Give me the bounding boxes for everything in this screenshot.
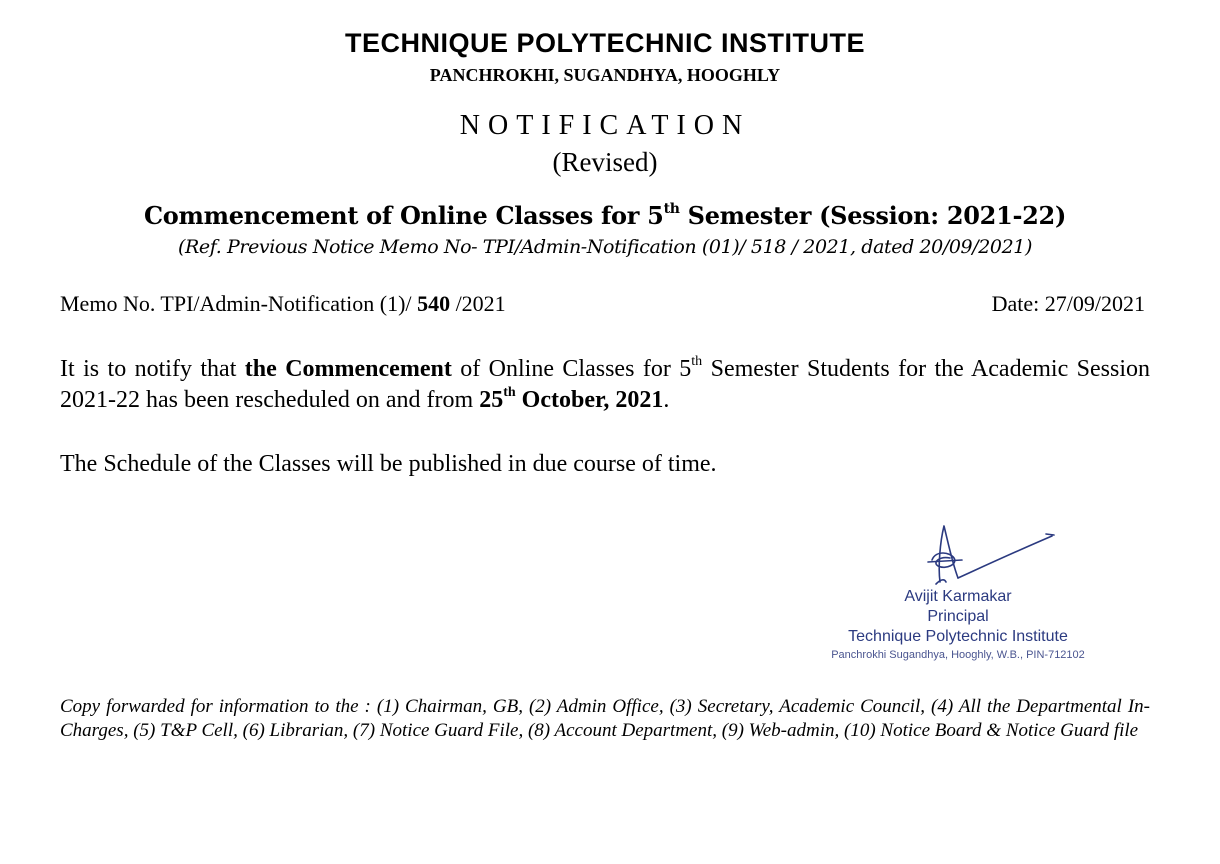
institute-name: TECHNIQUE POLYTECHNIC INSTITUTE [344,28,866,58]
signatory-title: Principal [927,608,989,625]
para1-text-g: . [663,387,670,413]
para1-bold-commencement: the Commencement [244,356,452,382]
para1-bold-date-rest: October, 2021 [515,387,664,413]
memo-prefix: Memo No. TPI/Admin-Notification (1)/ [60,291,418,316]
signatory-institute: Technique Polytechnic Institute [848,628,1068,645]
institute-address: PANCHROKHI, SUGANDHYA, HOOGHLY [429,65,781,85]
body-paragraph-1 [60,354,1150,416]
para1-sup-1: th [691,354,703,369]
para1-text-a: It is to notify that [60,356,245,382]
signature-image [910,522,1070,586]
signatory-name: Avijit Karmakar [904,588,1012,605]
subject-title-part1: Commencement of Online Classes for 5 [144,201,664,230]
para1-bold-date-day: 25 [479,387,504,413]
memo-number [60,290,506,318]
memo-number-bold: 540 [417,291,451,316]
copy-forwarded-note: Copy forwarded for information to the : (1) Chairman, GB, (2) Admin Office, (3) Secretary, Academic Council, (4) All the Departmental In-Charges, (5) T&P Cell, (6) Librarian, (7) Notice Guard File, (8) Account Department, (9) Web-admin, (10) Notice Board & Notice Guard file [60,696,1150,741]
notification-heading: NOTIFICATION [459,110,751,141]
memo-suffix: /2021 [450,291,506,316]
para1-sup-2: th [503,385,516,400]
revised-label: (Revised) [552,147,658,177]
subject-title-part2: Semester (Session: 2021-22) [679,201,1066,230]
para1-text-c: of Online Classes for 5 [451,356,692,382]
memo-date: Date: 27/09/2021 [991,291,1145,316]
subject-title [0,200,1210,232]
reference-line: (Ref. Previous Notice Memo No- TPI/Admin-Notification (01)/ 518 / 2021, dated 20/09/2021) [178,236,1032,258]
para1-text-d: Semester Students for the Academic Session 2021-22 has been rescheduled on and from [60,356,1150,413]
subject-title-sup: th [663,201,680,217]
body-paragraph-2: The Schedule of the Classes will be published in due course of time. [60,451,717,477]
signatory-address: Panchrokhi Sugandhya, Hooghly, W.B., PIN-712102 [831,649,1085,661]
